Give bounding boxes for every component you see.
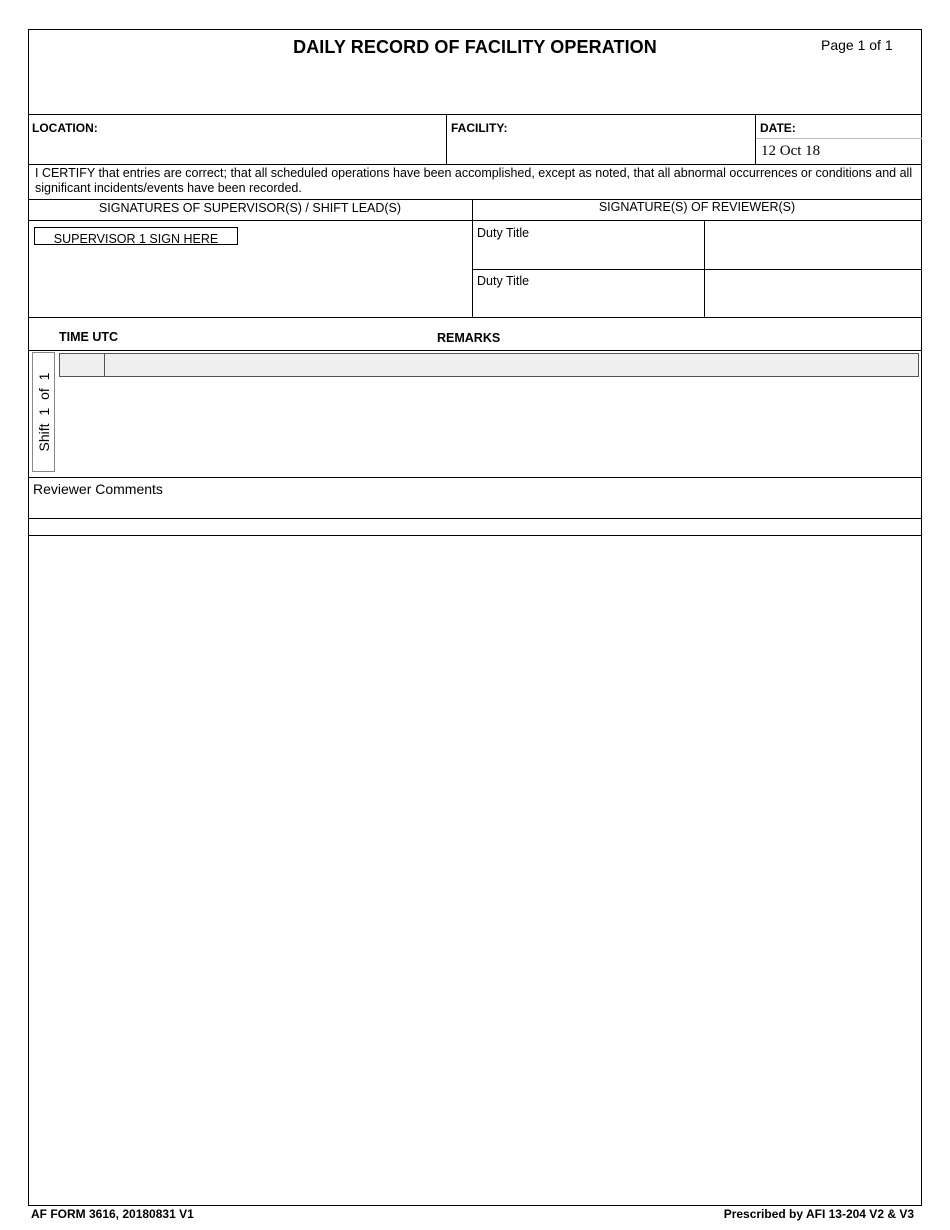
divider [755, 114, 756, 164]
divider [28, 114, 922, 115]
reviewer-2-duty-title[interactable]: Duty Title [477, 274, 530, 288]
facility-label: FACILITY: [451, 121, 508, 135]
shift-indicator [32, 352, 55, 472]
prescribed-by: Prescribed by AFI 13-204 V2 & V3 [723, 1207, 914, 1221]
remark-time-cell[interactable] [60, 354, 105, 376]
reviewer-comments-field[interactable] [33, 498, 913, 516]
shift-label: Shift 1 of 1 [35, 372, 52, 452]
certification-text: I CERTIFY that entries are correct; that all scheduled operations have been accomplished, except as noted, that all abnormal occurrences or conditions and all significant incidents/events have been recorded. [35, 166, 913, 195]
location-field[interactable] [32, 142, 432, 160]
divider [28, 535, 922, 536]
divider [28, 164, 922, 165]
remarks-header: REMARKS [437, 331, 501, 345]
time-utc-header: TIME UTC [59, 330, 119, 344]
reviewer-comments-label: Reviewer Comments [33, 481, 163, 497]
facility-field[interactable] [451, 142, 741, 160]
divider [472, 199, 473, 318]
remark-entry-row[interactable] [59, 353, 919, 377]
divider [28, 350, 922, 351]
supervisor-1-sign-label: SUPERVISOR 1 SIGN HERE [53, 232, 219, 246]
location-label: LOCATION: [32, 121, 98, 135]
reviewer-1-signature-field[interactable] [706, 222, 920, 268]
supervisor-1-sign-button[interactable] [34, 227, 238, 245]
supervisor-signatures-header: SIGNATURES OF SUPERVISOR(S) / SHIFT LEAD(S) [98, 201, 402, 215]
divider [28, 518, 922, 519]
reviewer-signatures-header: SIGNATURE(S) OF REVIEWER(S) [598, 200, 796, 214]
divider [28, 317, 922, 318]
remark-text-cell[interactable] [108, 357, 908, 373]
divider [756, 138, 922, 139]
date-label: DATE: [760, 121, 796, 135]
date-field[interactable]: 12 Oct 18 [761, 143, 821, 159]
form-title: DAILY RECORD OF FACILITY OPERATION [293, 37, 657, 57]
reviewer-1-duty-title[interactable]: Duty Title [477, 226, 530, 240]
page-indicator: Page 1 of 1 [821, 37, 893, 53]
divider [472, 269, 922, 270]
reviewer-2-signature-field[interactable] [706, 271, 920, 317]
divider [28, 477, 922, 478]
form-identifier: AF FORM 3616, 20180831 V1 [31, 1207, 194, 1221]
divider [446, 114, 447, 164]
divider [28, 220, 922, 221]
